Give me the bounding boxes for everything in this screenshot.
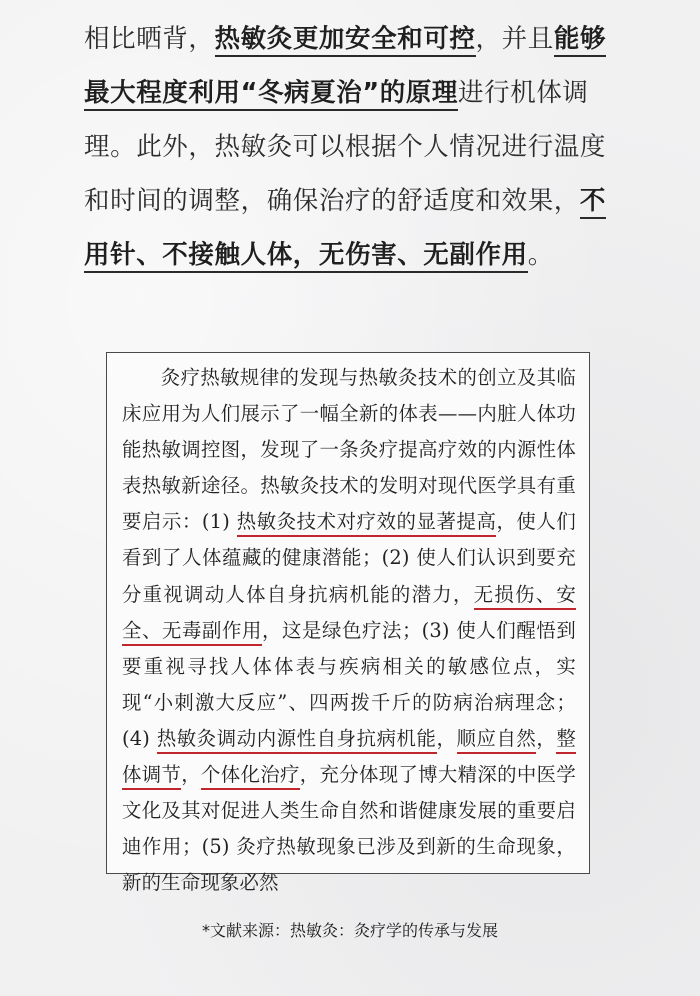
intro-text: 进行机体调理。此外，热敏灸可以根据个人情况进行温度和时间的调整，确保治疗的舒适度和效果，	[84, 78, 607, 216]
intro-underlined-principle: 能够最大程度利用“冬病夏治”的原理	[84, 24, 606, 111]
excerpt-highlight: 热敏灸调动内源性自身抗病机能	[157, 727, 437, 754]
excerpt-highlight: 热敏灸技术对疗效的显著提高	[237, 510, 497, 537]
intro-text: 。	[527, 240, 554, 270]
excerpt-paragraph	[122, 360, 576, 901]
excerpt-text: ，	[436, 726, 457, 750]
excerpt-text: ，	[181, 763, 201, 787]
intro-text: 相比晒背，	[84, 24, 215, 54]
excerpt-text: ，充分体现了博大精深的中医学文化及其对促进人类生命自然和谐健康发展的重要启迪作用；(5) 灸疗热敏现象已涉及到新的生命现象，新的生命现象必然	[122, 763, 576, 895]
intro-paragraph	[84, 12, 624, 282]
excerpt-highlight: 顺应自然	[457, 727, 537, 754]
intro-underlined-safety: 热敏灸更加安全和可控	[215, 24, 476, 57]
source-citation: *文献来源：热敏灸：灸疗学的传承与发展	[201, 921, 498, 940]
excerpt-text: ，这是绿色疗法；(3) 使人们醒悟到要重视寻找人体体表与疾病相关的敏感位点，实现“小刺激大反应”、四两拨千斤的防病治病理念；(4)	[122, 618, 577, 750]
excerpt-text: ，	[536, 726, 557, 750]
excerpt-text: ，使人们看到了人体蕴藏的健康潜能；(2) 使人们认识到要充分重视调动人体自身抗病机能的潜力，	[122, 510, 576, 606]
excerpt-highlight: 整体调节	[122, 727, 576, 790]
excerpt-text: 灸疗热敏规律的发现与热敏灸技术的创立及其临床应用为人们展示了一幅全新的体表——内脏人体功能热敏调控图，发现了一条灸疗提高疗效的内源性体表热敏新途径。热敏灸技术的发明对现代医学具有重要启示：(1)	[122, 366, 576, 534]
intro-underlined-no-needle: 不用针、不接触人体，无伤害、无副作用	[84, 186, 606, 273]
book-excerpt-box	[106, 352, 590, 895]
excerpt-highlight: 无损伤、安全、无毒副作用	[122, 583, 576, 646]
intro-text: ，并且	[475, 24, 554, 54]
excerpt-highlight: 个体化治疗	[201, 763, 300, 790]
